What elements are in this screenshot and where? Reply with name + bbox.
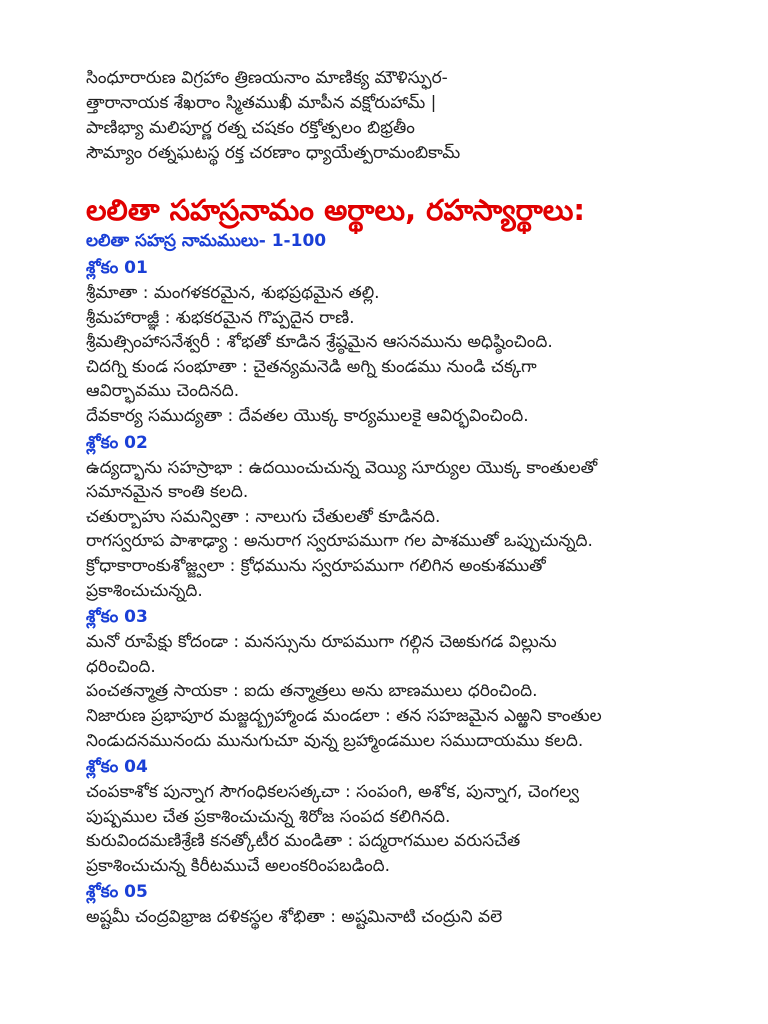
sloka-entry xyxy=(86,780,726,878)
intro-verse-line: పాణిభ్యా మలిపూర్ణ రత్న చషకం రక్తోత్పలం బిభ్రతీం xyxy=(86,118,415,138)
sloka-line: ప్రకాశించుచున్నది. xyxy=(86,580,203,601)
sloka-heading: శ్లోకం 02 xyxy=(86,432,148,453)
sloka-line: రాగస్వరూప పాశాఢ్యా : అనురాగ స్వరూపముగా గల పాశముతో ఒప్పుచున్నది. xyxy=(86,531,593,552)
sloka-entry xyxy=(86,456,726,604)
sloka-entry xyxy=(86,630,726,753)
intro-verse-line: సౌమ్యాం రత్నఘటస్థ రక్త చరణాం ధ్యాయేత్పరామంబికామ్ xyxy=(86,143,461,163)
document-page xyxy=(86,66,726,930)
sloka-line: క్రోధాకారాంకుశోజ్జ్వలా : క్రోధమును స్వరూపముగా గలిగిన అంకుశముతో xyxy=(86,555,546,576)
section-subtitle: లలితా సహస్ర నామములు- 1-100 xyxy=(86,231,327,251)
sloka-heading: శ్లోకం 04 xyxy=(86,757,148,778)
sloka-line: శ్రీమత్సింహాసనేశ్వరీ : శోభతో కూడిన శ్రేష్ఠమైన ఆసనమును అధిష్ఠించింది. xyxy=(86,332,553,353)
sloka-line: పంచతన్మాత్ర సాయకా : ఐదు తన్మాత్రలు అను బాణములు ధరించింది. xyxy=(86,681,538,702)
intro-verse-line: త్తారానాయక శేఖరాం స్మితముఖీ మాపీన వక్షోరుహామ్ | xyxy=(86,93,437,113)
sloka-line: అష్టమీ చంద్రవిభ్రాజ దళికస్థల శోభితా : అష్టమినాటి చంద్రుని వలె xyxy=(86,907,503,928)
sloka-line: నిండుదనమునందు మునుగుచూ వున్న బ్రహ్మాండముల సముదాయము కలది. xyxy=(86,730,584,751)
intro-verse-line: సింధూరారుణ విగ్రహాం త్రిణయనాం మాణిక్య మౌళిస్ఫుర- xyxy=(86,68,448,88)
sloka-heading: శ్లోకం 03 xyxy=(86,607,148,628)
sloka-heading: శ్లోకం 01 xyxy=(86,258,148,278)
sloka-heading: శ్లోకం 05 xyxy=(86,882,148,903)
sloka-line: నిజారుణ ప్రభాపూర మజ్జద్బ్రహ్మాండ మండలా : తన సహజమైన ఎఱ్ఱని కాంతుల xyxy=(86,705,602,726)
intro-verse xyxy=(86,66,726,166)
sloka-line: చతుర్బాహు సమన్వితా : నాలుగు చేతులతో కూడినది. xyxy=(86,506,441,527)
sloka-line: పుష్పముల చేత ప్రకాశించుచున్న శిరోజ సంపద కలిగినది. xyxy=(86,806,451,827)
sloka-line: చంపకాశోక పున్నాగ సౌగంధికలసత్కచా : సంపంగి, అశోక, పున్నాగ, చెంగల్వ xyxy=(86,782,580,803)
sloka-line: చిదగ్ని కుండ సంభూతా : చైతన్యమనెడి అగ్ని కుండము నుండి చక్కగా xyxy=(86,356,537,377)
sloka-line: శ్రీమాతా : మంగళకరమైన, శుభప్రథమైన తల్లి. xyxy=(86,283,380,303)
sloka-line: శ్రీమహారాజ్ఞీ : శుభకరమైన గొప్పదైన రాణి. xyxy=(86,307,355,328)
sloka-line: ఉద్యద్భాను సహస్రాభా : ఉదయించుచున్న వెయ్యి సూర్యుల యొక్క కాంతులతో xyxy=(86,457,598,478)
sloka-line: దేవకార్య సముద్యతా : దేవతల యొక్క కార్యములకై ఆవిర్భవించింది. xyxy=(86,405,529,426)
sloka-line: ప్రకాశించుచున్న కిరీటముచే అలంకరింపబడింది. xyxy=(86,855,391,876)
sloka-entry xyxy=(86,905,726,930)
sloka-line: సమానమైన కాంతి కలది. xyxy=(86,482,249,503)
sloka-line: ధరించింది. xyxy=(86,656,156,677)
sloka-line: కురువిందమణిశ్రేణి కనత్కోటీర మండితా : పద్మరాగముల వరుసచేత xyxy=(86,831,521,852)
sloka-line: మనో రూపేక్షు కోదండా : మనస్సును రూపముగా గల్గిన చెఱకుగడ విల్లును xyxy=(86,632,557,653)
page-title: లలితా సహస్రనామం అర్థాలు, రహస్యార్థాలు: xyxy=(86,193,585,227)
sloka-line: ఆవిర్భావము చెందినది. xyxy=(86,381,240,402)
sloka-entry xyxy=(86,281,726,429)
